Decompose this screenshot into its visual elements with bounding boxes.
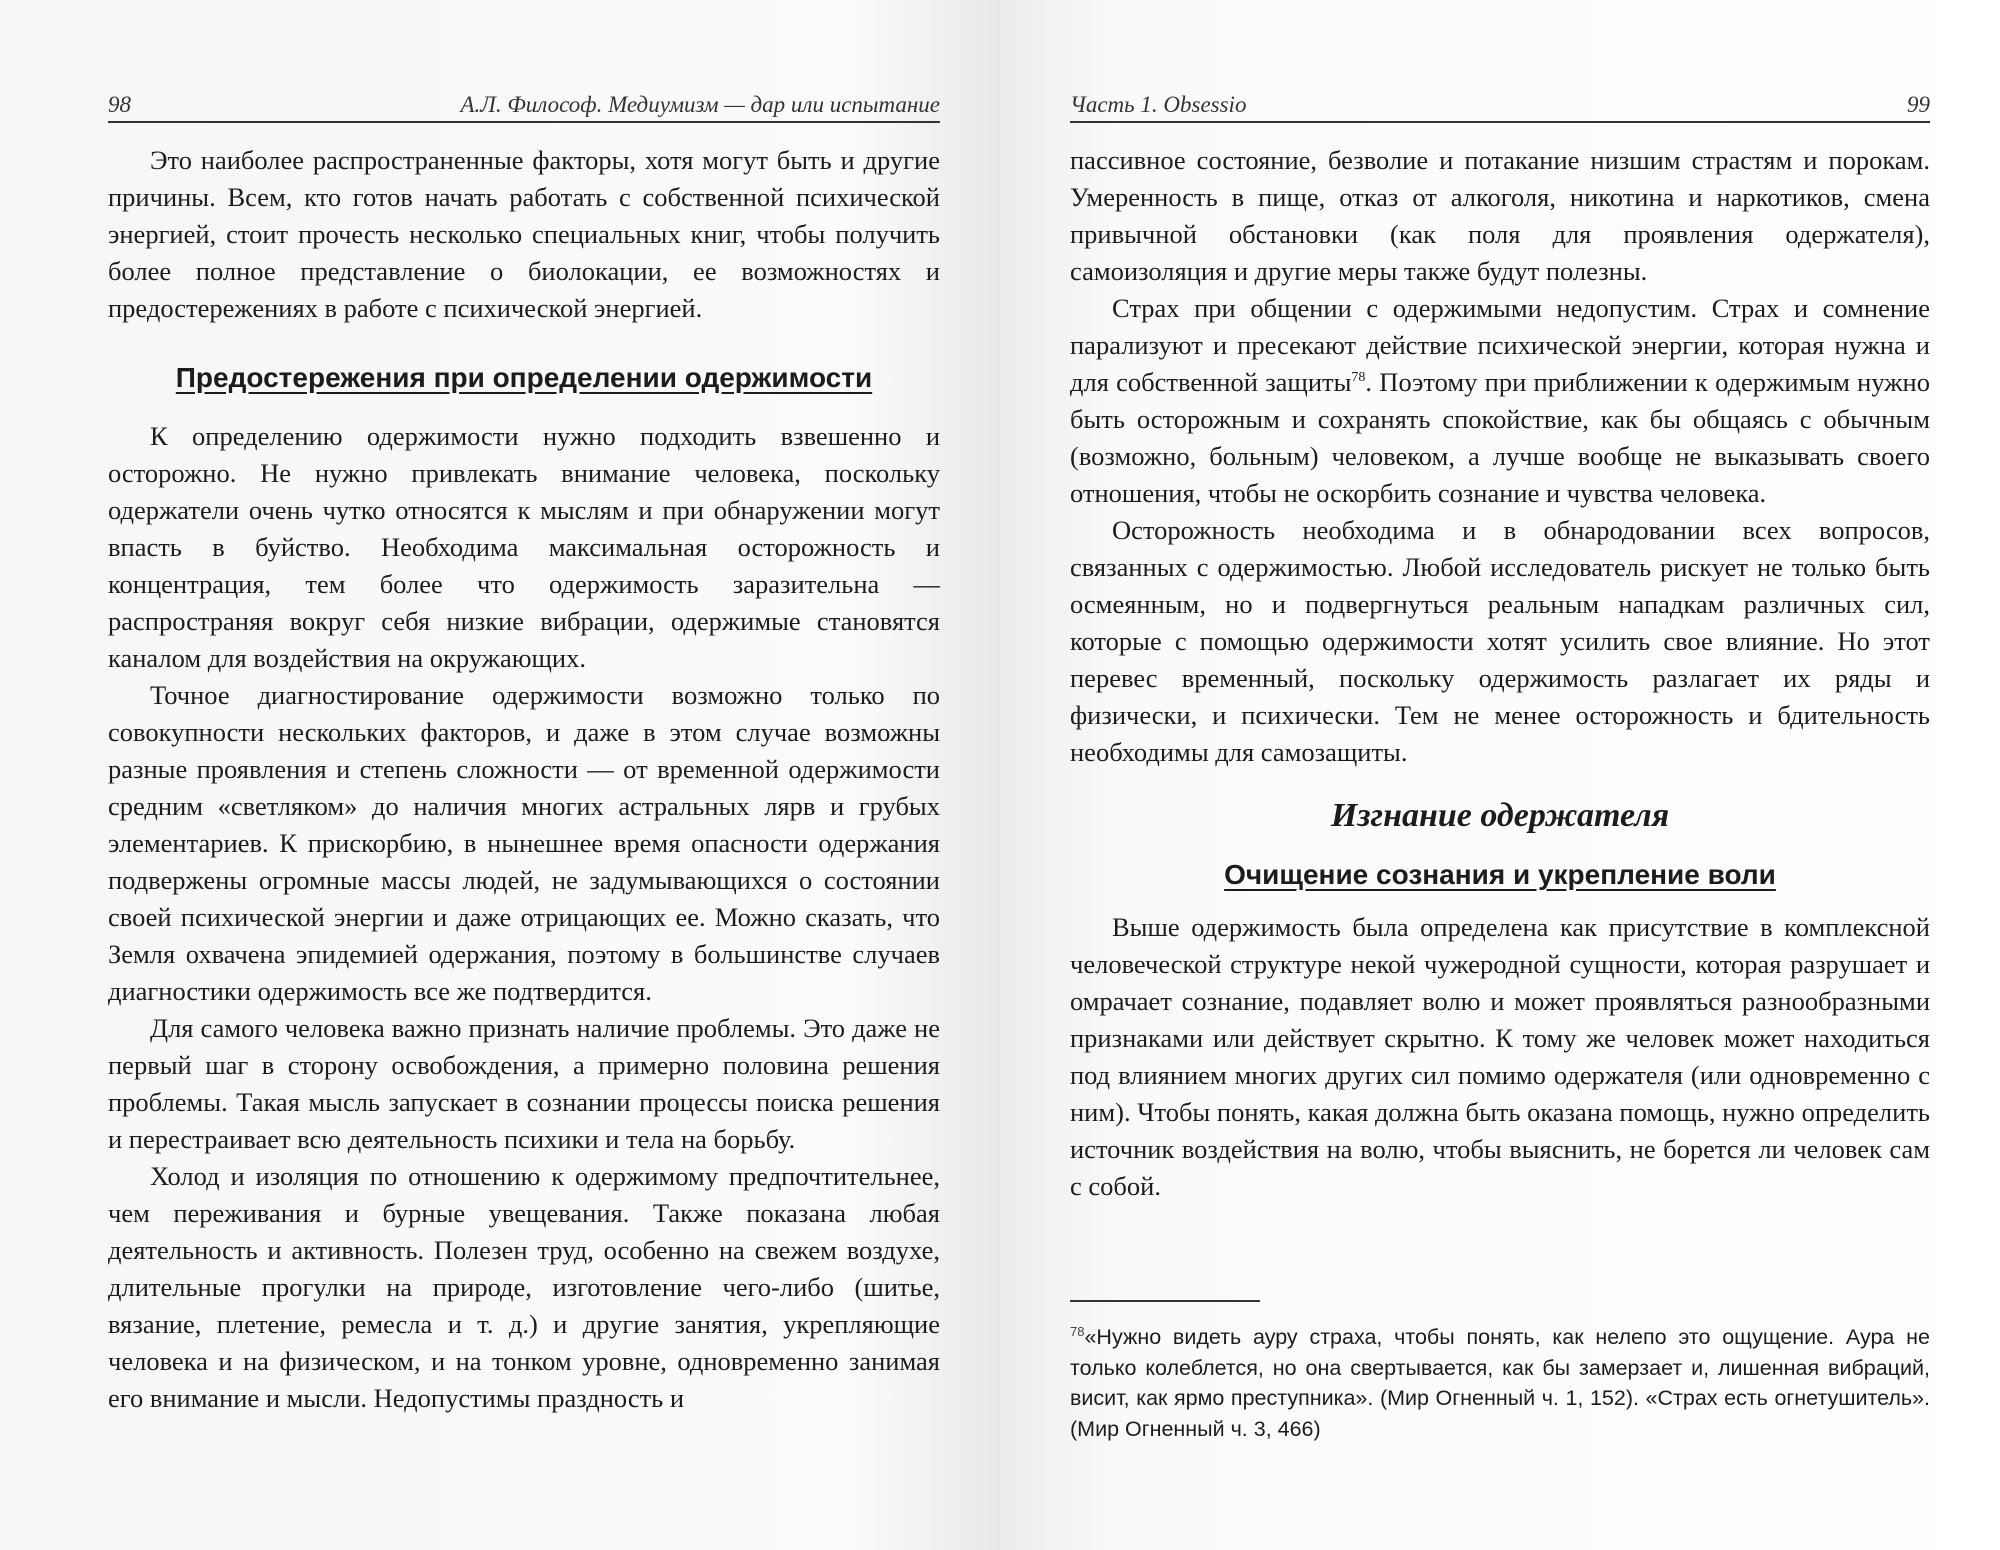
paragraph: пассивное состояние, безволие и потакание низшим страстям и порокам. Умеренность в пище, отказ от алкоголя, никотина и наркотиков, смена привычной обстановки (как поля для проявления одержателя), самоизоляция и другие меры также будут полезны. [1070, 145, 1930, 286]
page-number: 98 [108, 92, 131, 117]
section-heading: Очищение сознания и укрепление воли [1224, 859, 1776, 890]
paragraph: К определению одержимости нужно подходить взвешенно и осторожно. Не нужно привлекать внимание человека, поскольку одержатели очень чутко относятся к мыслям и при обнаружении могут впасть в буйство. Необходима максимальная осторожность и концентрация, тем более что одержимость заразительна — распространяя вокруг себя низкие вибрации, одержимые становятся каналом для воздействия на окружающих. [108, 421, 940, 673]
paragraph: Для самого человека важно признать наличие проблемы. Это даже не первый шаг в сторону освобождения, а примерно половина решения проблемы. Такая мысль запускает в сознании процессы поиска решения и перестраивает всю деятельность психики и тела на борьбу. [108, 1013, 940, 1154]
footnote-text: «Нужно видеть ауру страха, чтобы понять, как нелепо это ощущение. Аура не только колеблется, но она свертывается, как бы замерзает и, лишенная вибраций, висит, как ярмо преступника». (Мир Огненный ч. 1, 152). «Страх есть огнетушитель». (Мир Огненный ч. 3, 466) [1070, 1325, 1930, 1441]
footnote-number: 78 [1070, 1324, 1085, 1339]
running-head: Часть 1. Obsessio [1070, 92, 1247, 117]
footnote-rule [1070, 1300, 1260, 1302]
header-rule [108, 121, 940, 123]
running-head: А.Л. Философ. Медиумизм — дар или испытание [460, 92, 940, 117]
chapter-heading: Изгнание одержателя [1330, 797, 1670, 834]
section-heading: Предостережения при определении одержимости [175, 362, 873, 393]
header-rule [1070, 121, 1930, 123]
paragraph [1070, 290, 1930, 512]
paragraph-text: Страх при общении с одержимыми недопустим. Страх и сомнение парализуют и пресекают действие психической энергии, которая нужна и для собственной защиты [1070, 293, 1930, 397]
page-number: 99 [1907, 92, 1930, 117]
paragraph: Это наиболее распространенные факторы, хотя могут быть и другие причины. Всем, кто готов начать работать с собственной психической энергией, стоит прочесть несколько специальных книг, чтобы получить более полное представление о биолокации, ее возможностях и предостережениях в работе с психической энергией. [108, 145, 940, 323]
footnote-reference[interactable]: 78 [1351, 370, 1366, 386]
right-text-block [1070, 142, 1930, 1205]
footnote [1070, 1317, 1930, 1444]
paragraph: Холод и изоляция по отношению к одержимому предпочтительнее, чем переживания и бурные увещевания. Также показана любая деятельность и активность. Полезен труд, особенно на свежем воздухе, длительные прогулки на природе, изготовление чего-либо (шитье, вязание, плетение, ремесла и т. д.) и другие занятия, укрепляющие человека и на физическом, и на тонком уровне, одновременно занимая его внимание и мысли. Недопустимы праздность и [108, 1161, 940, 1413]
paragraph: Точное диагностирование одержимости возможно только по совокупности нескольких факторов, и даже в этом случае возможны разные проявления и степень сложности — от временной одержимости средним «светляком» до наличия многих астральных лярв и грубых элементариев. К прискорбию, в нынешнее время опасности одержания подвержены огромные массы людей, не задумывающихся о состоянии своей психической энергии и даже отрицающих ее. Можно сказать, что Земля охвачена эпидемией одержания, поэтому в большинстве случаев диагностики одержимость все же подтвердится. [108, 680, 940, 1006]
paragraph-text: . Поэтому при приближении к одержимым нужно быть осторожным и сохранять спокойствие, как бы общаясь с обычным (возможно, больным) человеком, а лучше вообще не выказывать своего отношения, чтобы не оскорбить сознание и чувства человека. [1070, 367, 1930, 508]
paragraph: Выше одержимость была определена как присутствие в комплексной человеческой структуре некой чужеродной сущности, которая разрушает и омрачает сознание, подавляет волю и может проявляться разнообразными признаками или действует скрытно. К тому же человек может находиться под влиянием многих других сил помимо одержателя (или одновременно с ним). Чтобы понять, какая должна быть оказана помощь, нужно определить источник воздействия на волю, чтобы выяснить, не борется ли человек сам с собой. [1070, 912, 1930, 1201]
left-text-block [108, 142, 940, 1417]
paragraph: Осторожность необходима и в обнародовании всех вопросов, связанных с одержимостью. Любой исследователь рискует не только быть осмеянным, но и подвергнуться реальным нападкам различных сил, которые с помощью одержимости хотят усилить свое влияние. Но этот перевес временный, поскольку одержимость разлагает их ряды и физически, и психически. Тем не менее осторожность и бдительность необходимы для самозащиты. [1070, 515, 1930, 767]
